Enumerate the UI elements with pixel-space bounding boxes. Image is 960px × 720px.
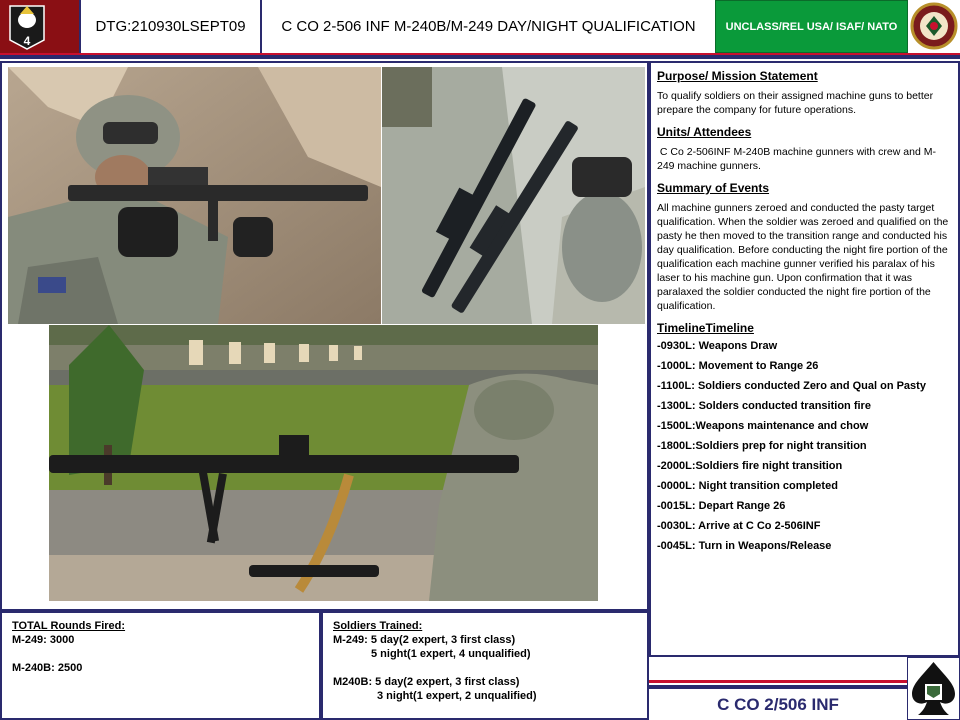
timeline-item: -2000L:Soldiers fire night transition xyxy=(657,460,843,472)
timeline-item: -0015L: Depart Range 26 xyxy=(657,500,786,512)
division-patch-icon xyxy=(0,0,79,53)
units-text: C Co 2-506INF M-240B machine gunners with crew and M-249 machine gunners. xyxy=(657,146,936,172)
trained-m240b-night: 3 night(1 expert, 2 unqualified) xyxy=(377,690,537,702)
mission-summary-panel xyxy=(649,61,960,657)
photo-collage xyxy=(0,61,649,611)
timeline-item: -1800L:Soldiers prep for night transition xyxy=(657,440,867,452)
trained-m249-night: 5 night(1 expert, 4 unqualified) xyxy=(371,648,531,660)
rounds-m249: M-249: 3000 xyxy=(12,634,75,646)
page-title: C CO 2-506 INF M-240B/M-249 DAY/NIGHT QUALIFICATION xyxy=(262,0,715,53)
units-heading: Units/ Attendees xyxy=(657,125,752,139)
rounds-m240b: M-240B: 2500 xyxy=(12,662,83,674)
timeline-item: -0045L: Turn in Weapons/Release xyxy=(657,540,832,552)
rounds-fired-box xyxy=(0,611,321,720)
dtg-label: DTG:210930LSEPT09 xyxy=(79,0,262,53)
header-blue-stripe xyxy=(0,55,960,59)
footer-stripes xyxy=(649,680,907,690)
rounds-heading: TOTAL Rounds Fired: xyxy=(12,620,126,632)
timeline-item: -1300L: Solders conducted transition fire xyxy=(657,400,871,412)
trained-m240b-day: M240B: 5 day(2 expert, 3 first class) xyxy=(333,676,520,688)
timeline-item: -0000L: Night transition completed xyxy=(657,480,838,492)
timeline-item: -0930L: Weapons Draw xyxy=(657,340,778,352)
classification-banner: UNCLASS/REL USA/ ISAF/ NATO xyxy=(715,0,908,53)
timeline-item: -1100L: Soldiers conducted Zero and Qual on Pasty xyxy=(657,380,926,392)
timeline-item: -1000L: Movement to Range 26 xyxy=(657,360,819,372)
purpose-heading: Purpose/ Mission Statement xyxy=(657,69,818,83)
summary-heading: Summary of Events xyxy=(657,181,770,195)
photo-prone-gunner xyxy=(49,325,598,601)
soldiers-trained-box xyxy=(321,611,649,720)
left-logo-number: 4 xyxy=(23,34,31,48)
photo-machine-guns xyxy=(382,67,645,324)
spade-insignia-icon xyxy=(907,657,960,720)
timeline-item: -1500L:Weapons maintenance and chow xyxy=(657,420,869,432)
photo-soldier-aiming xyxy=(8,67,381,324)
timeline-list xyxy=(657,339,950,559)
timeline-heading: TimelineTimeline xyxy=(657,321,754,335)
currahee-crest-icon xyxy=(908,0,960,53)
trained-heading: Soldiers Trained: xyxy=(333,620,423,632)
purpose-text: To qualify soldiers on their assigned machine guns to better prepare the company for future operations. xyxy=(657,90,934,116)
summary-text: All machine gunners zeroed and conducted the pasty target qualification. When the soldier was zeroed and qualified on the pasty he then moved to the transition range and conducted his day qualification. Before conducting the night fire portion of the qualification each machine gunner verified his paralax of his laser to his machine gun. Upon confirmation that it was paralaxed the soldier conducted the night fire portion of the qualification. xyxy=(657,202,949,312)
timeline-item: -0030L: Arrive at C Co 2-506INF xyxy=(657,520,821,532)
trained-m249-day: M-249: 5 day(2 expert, 3 first class) xyxy=(333,634,516,646)
unit-name: C CO 2/506 INF xyxy=(717,695,839,714)
